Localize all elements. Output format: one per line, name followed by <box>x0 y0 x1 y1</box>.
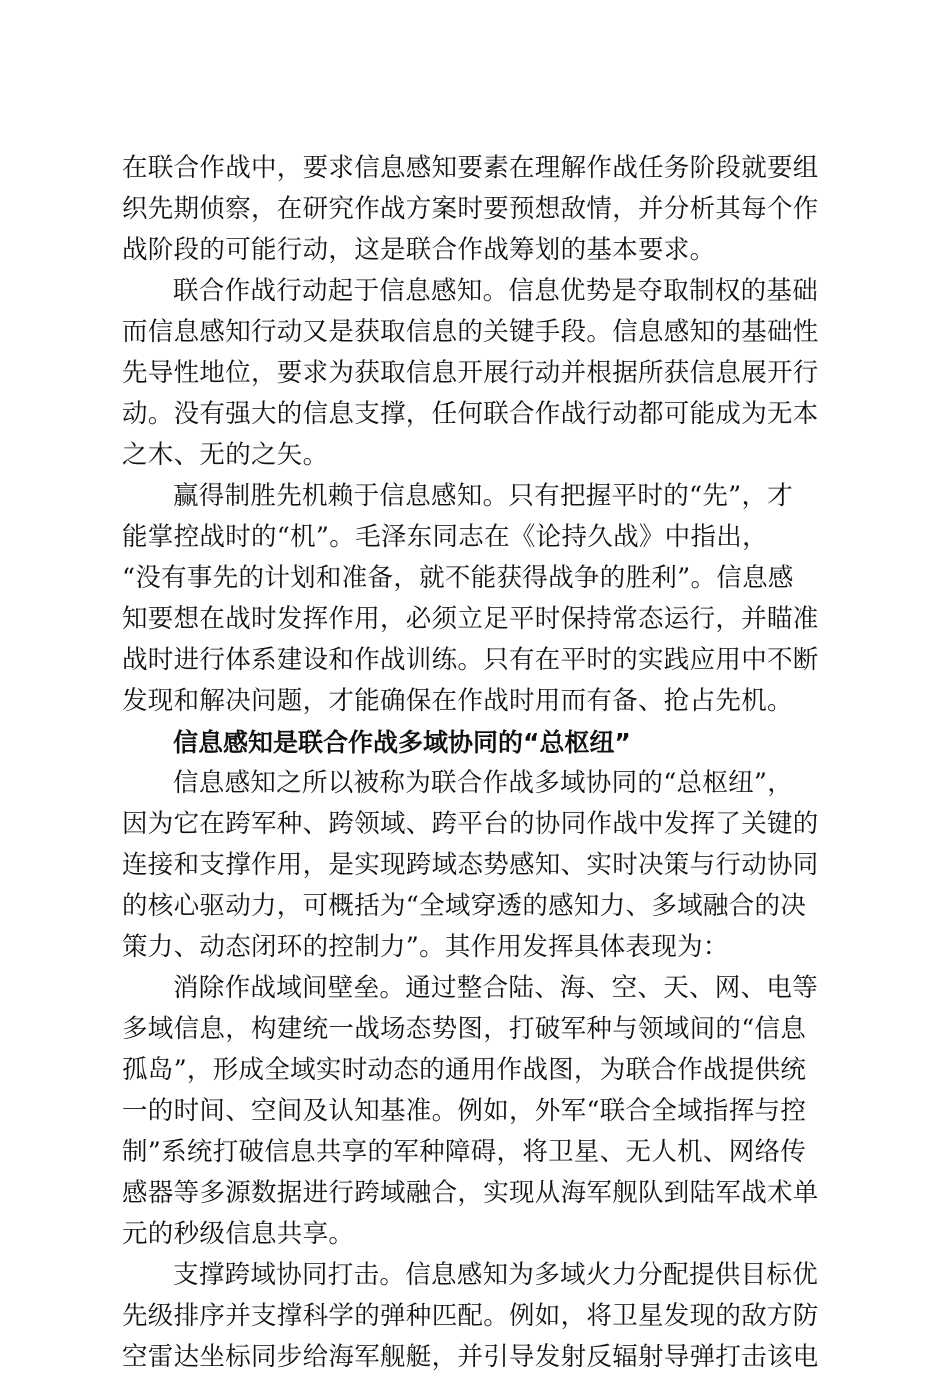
text-line: 元的秒级信息共享。 <box>122 1219 355 1249</box>
paragraph-start-line: 信息感知之所以被称为联合作战多域协同的“总枢纽”， <box>173 768 794 798</box>
text-line: 的核心驱动力，可概括为“全域穿透的感知力、多域融合的决 <box>122 891 807 921</box>
text-line: 动。没有强大的信息支撑，任何联合作战行动都可能成为无本 <box>122 399 819 429</box>
text-line: 孤岛”，形成全域实时动态的通用作战图，为联合作战提供统 <box>122 1055 807 1085</box>
text-line: 因为它在跨军种、跨领域、跨平台的协同作战中发挥了关键的 <box>122 809 819 839</box>
text-line: 先级排序并支撑科学的弹种匹配。例如，将卫星发现的敌方防 <box>122 1301 819 1331</box>
text-line: 在联合作战中，要求信息感知要素在理解作战任务阶段就要组 <box>122 153 819 183</box>
text-line: 制”系统打破信息共享的军种障碍，将卫星、无人机、网络传 <box>122 1137 807 1167</box>
text-line: 感器等多源数据进行跨域融合，实现从海军舰队到陆军战术单 <box>122 1178 819 1208</box>
paragraph-start-line: 支撑跨域协同打击。信息感知为多域火力分配提供目标优 <box>173 1260 819 1290</box>
text-line: 战阶段的可能行动，这是联合作战筹划的基本要求。 <box>122 235 716 265</box>
paragraph-start-line: 消除作战域间壁垒。通过整合陆、海、空、天、网、电等 <box>173 973 819 1003</box>
text-line: 能掌控战时的“机”。毛泽东同志在《论持久战》中指出， <box>122 522 768 552</box>
paragraph-start-line: 联合作战行动起于信息感知。信息优势是夺取制权的基础 <box>173 276 819 306</box>
text-line: 织先期侦察，在研究作战方案时要预想敌情，并分析其每个作 <box>122 194 819 224</box>
text-line: “没有事先的计划和准备，就不能获得战争的胜利”。信息感 <box>122 563 794 593</box>
text-line: 发现和解决问题，才能确保在作战时用而有备、抢占先机。 <box>122 686 793 716</box>
text-line: 之木、无的之矢。 <box>122 440 329 470</box>
text-line: 空雷达坐标同步给海军舰艇，并引导发射反辐射导弹打击该电 <box>122 1342 819 1372</box>
text-line: 连接和支撑作用，是实现跨域态势感知、实时决策与行动协同 <box>122 850 819 880</box>
text-line: 知要想在战时发挥作用，必须立足平时保持常态运行，并瞄准 <box>122 604 819 634</box>
text-line: 先导性地位，要求为获取信息开展行动并根据所获信息展开行 <box>122 358 819 388</box>
paragraph-start-line: 赢得制胜先机赖于信息感知。只有把握平时的“先”，才 <box>173 481 794 511</box>
section-heading: 信息感知是联合作战多域协同的“总枢纽” <box>173 728 631 757</box>
text-line: 策力、动态闭环的控制力”。其作用发挥具体表现为： <box>122 932 729 962</box>
text-line: 而信息感知行动又是获取信息的关键手段。信息感知的基础性 <box>122 317 819 347</box>
text-line: 多域信息，构建统一战场态势图，打破军种与领域间的“信息 <box>122 1014 807 1044</box>
text-line: 一的时间、空间及认知基准。例如，外军“联合全域指挥与控 <box>122 1096 807 1126</box>
document-body <box>122 148 828 1378</box>
text-line: 战时进行体系建设和作战训练。只有在平时的实践应用中不断 <box>122 645 819 675</box>
